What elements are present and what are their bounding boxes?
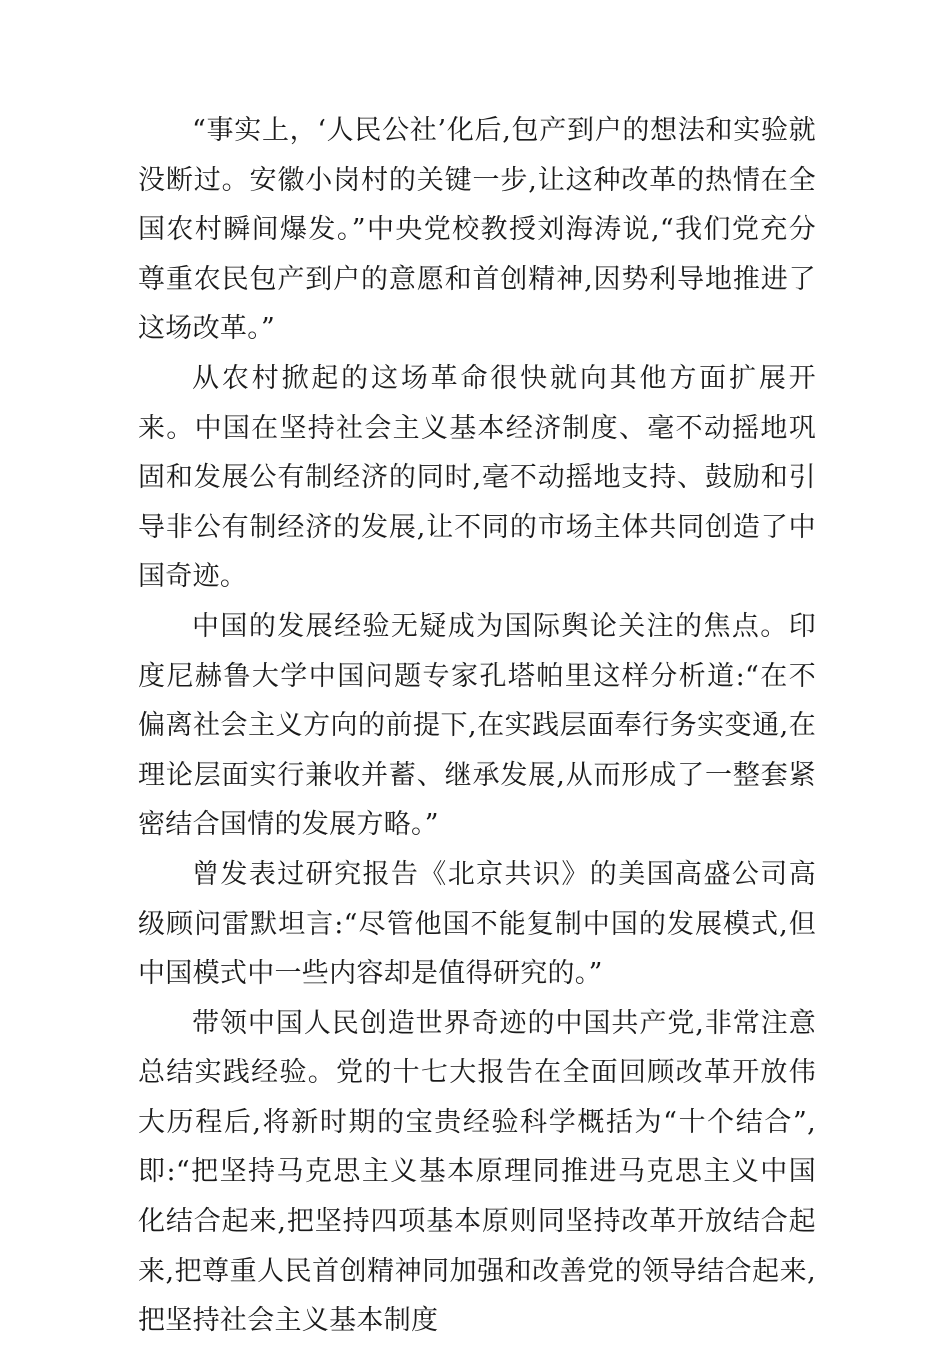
paragraph-5: 带领中国人民创造世界奇迹的中国共产党,非常注意总结实践经验。党的十七大报告在全面回顾改革开放伟大历程后,将新时期的宝贵经验科学概括为“十个结合”,即:“把坚持马克思主义基本原理同推进马克思主义中国化结合起来,把坚持四项基本原则同坚持改革开放结合起来,把尊重人民首创精神同加强和改善党的领导结合起来,把坚持社会主义基本制度 — [138, 1007, 816, 1337]
paragraph-3: 中国的发展经验无疑成为国际舆论关注的焦点。印度尼赫鲁大学中国问题专家孔塔帕里这样分析道:“在不偏离社会主义方向的前提下,在实践层面奉行务实变通,在理论层面实行兼收并蓄、继承发展,从而形成了一整套紧密结合国情的发展方略。” — [138, 610, 816, 841]
paragraph-4: 曾发表过研究报告《北京共识》的美国高盛公司高级顾问雷默坦言:“尽管他国不能复制中国的发展模式,但中国模式中一些内容却是值得研究的。” — [138, 858, 816, 990]
paragraph-2: 从农村掀起的这场革命很快就向其他方面扩展开来。中国在坚持社会主义基本经济制度、毫不动摇地巩固和发展公有制经济的同时,毫不动摇地支持、鼓励和引导非公有制经济的发展,让不同的市场主体共同创造了中国奇迹。 — [138, 362, 816, 593]
paragraph-1: “事实上，‘人民公社’化后,包产到户的想法和实验就没断过。安徽小岗村的关键一步,让这种改革的热情在全国农村瞬间爆发。”中央党校教授刘海涛说,“我们党充分尊重农民包产到户的意愿和首创精神,因势利导地推进了这场改革。” — [138, 115, 816, 345]
document-body — [138, 106, 816, 1346]
